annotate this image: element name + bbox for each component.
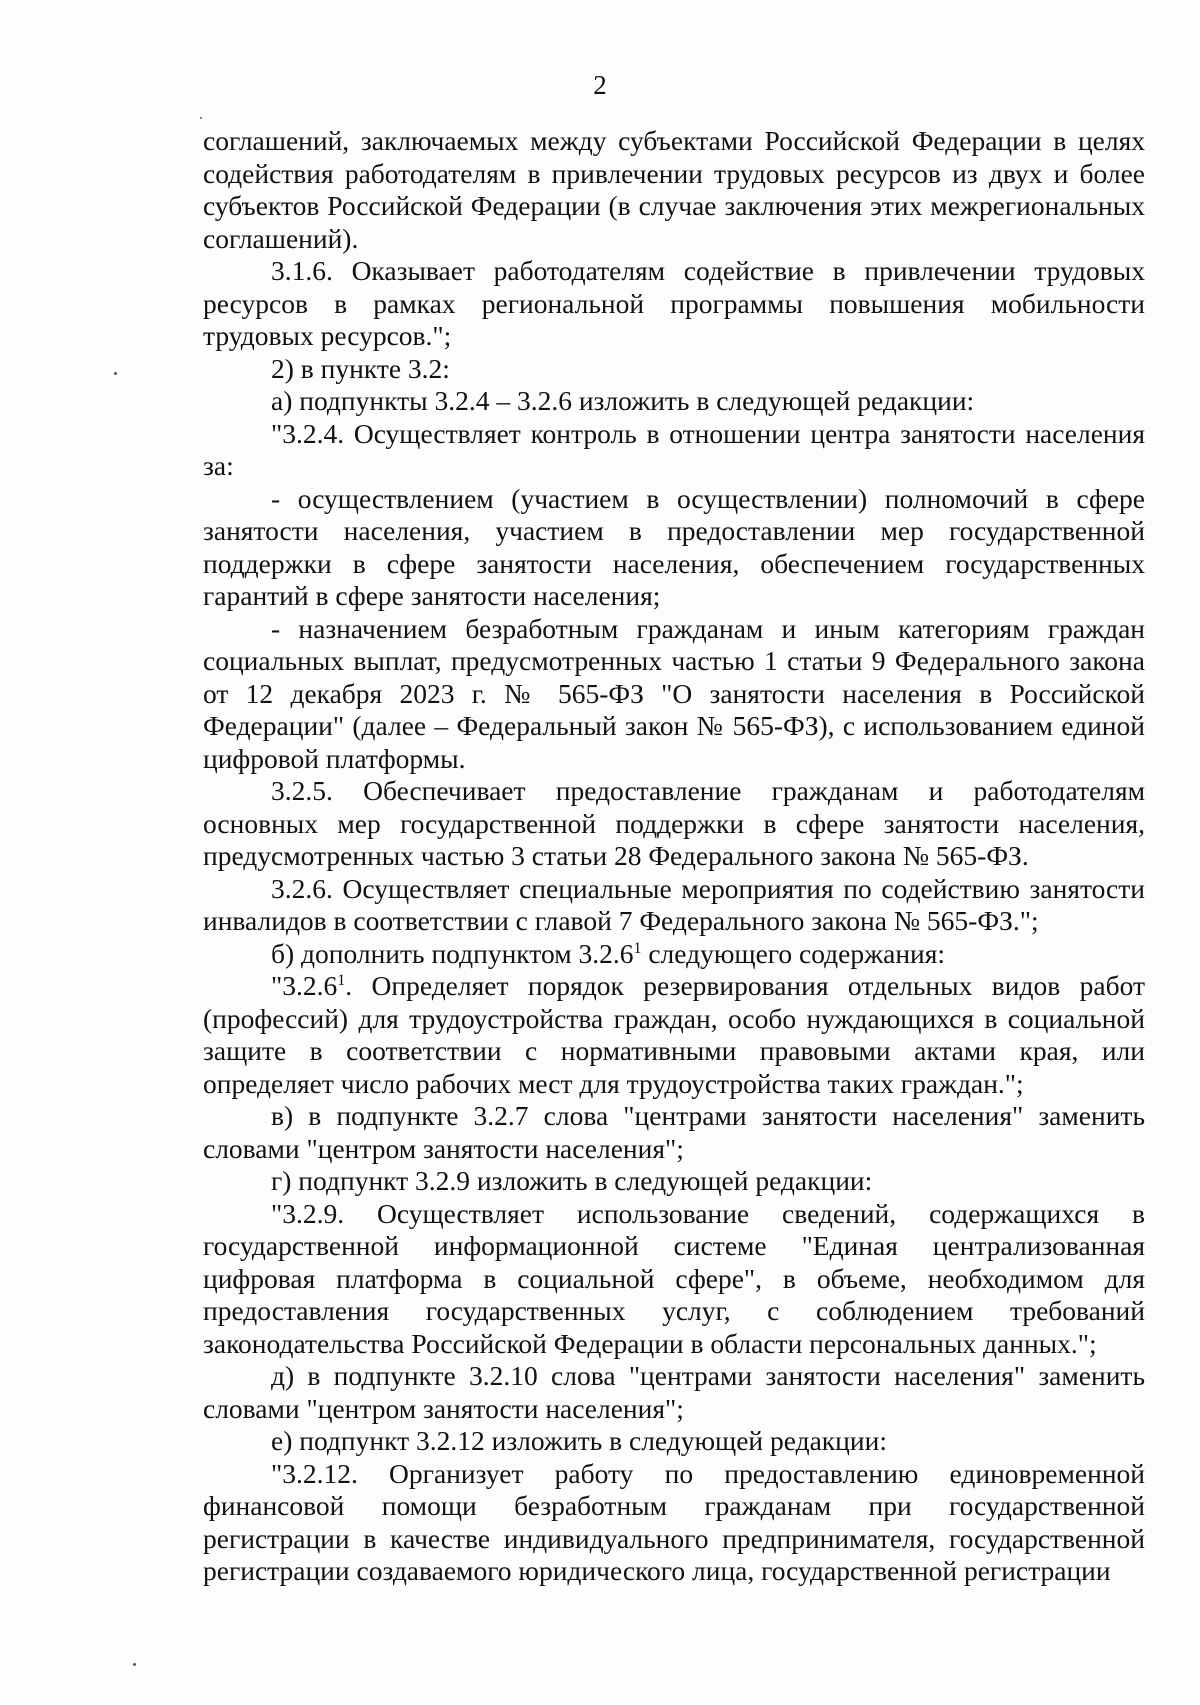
document-body: [203, 125, 1145, 1588]
paragraph-b-text-end: следующего содержания:: [641, 937, 946, 969]
paragraph: соглашений, заключаемых между субъектами Российской Федерации в целях содействия работодателям в привлечении трудовых ресурсов из двух и более субъектов Российской Федерации (в случае заключения этих межрегиональных соглашений).: [203, 125, 1145, 254]
paragraph-3-2-6-1-number: "3.2.6: [271, 970, 338, 1001]
paragraph: "3.2.4. Осуществляет контроль в отношении центра занятости населения за:: [203, 417, 1145, 481]
paragraph-3-2-6-1: [203, 970, 1145, 1100]
paragraph: "3.2.12. Организует работу по предоставлению единовременной финансовой помощи безработным гражданам при государственной регистрации в качестве индивидуального предпринимателя, государственной регистрации создаваемого юридического лица, государственной регистрации: [203, 1457, 1145, 1586]
paragraph: "3.2.9. Осуществляет использование сведений, содержащихся в государственной информационной системе "Единая централизованная цифровая платформа в социальной сфере", в объеме, необходимом для предоставления государственных услуг, с соблюдением требований законодательства Российской Федерации в области персональных данных.";: [203, 1197, 1145, 1359]
paragraph: а) подпункты 3.2.4 – 3.2.6 изложить в следующей редакции:: [271, 385, 975, 416]
paragraph: 2) в пункте 3.2:: [271, 352, 450, 384]
paragraph: 3.2.6. Осуществляет специальные мероприятия по содействию занятости инвалидов в соответствии с главой 7 Федерального закона № 565-ФЗ.";: [203, 872, 1145, 936]
paragraph-3-2-6-1-text: . Определяет порядок резервирования отдельных видов работ (профессий) для трудоустройства граждан, особо нуждающихся в социальной защите в соответствии с нормативными правовыми актами края, или определяет число рабочих мест для трудоустройства таких граждан.";: [203, 970, 1145, 1099]
paragraph: в) в подпункте 3.2.7 слова "центрами занятости населения" заменить словами "центром занятости населения";: [203, 1100, 1145, 1164]
superscript: 1: [633, 939, 642, 957]
paragraph: - осуществлением (участием в осуществлении) полномочий в сфере занятости населения, участием в предоставлении мер государственной поддержки в сфере занятости населения, обеспечением государственных гарантий в сфере занятости населения;: [203, 482, 1145, 611]
scan-speck: [200, 117, 202, 119]
page-number: 2: [593, 70, 607, 100]
scan-speck: [133, 1663, 136, 1666]
paragraph: е) подпункт 3.2.12 изложить в следующей редакции:: [271, 1425, 887, 1456]
paragraph-b-text: б) дополнить подпунктом 3.2.6: [271, 937, 634, 969]
paragraph-b: [203, 938, 1145, 971]
paragraph: 3.1.6. Оказывает работодателям содействие в привлечении трудовых ресурсов в рамках региональной программы повышения мобильности трудовых ресурсов.";: [203, 255, 1145, 351]
paragraph: 3.2.5. Обеспечивает предоставление гражданам и работодателям основных мер государственной поддержки в сфере занятости населения, предусмотренных частью 3 статьи 28 Федерального закона № 565-ФЗ.: [203, 775, 1145, 871]
paragraph: - назначением безработным гражданам и иным категориям граждан социальных выплат, предусмотренных частью 1 статьи 9 Федерального закона от 12 декабря 2023 г. № 565-ФЗ "О занятости населения в Российской Федерации" (далее – Федеральный закон № 565-ФЗ), с использованием единой цифровой платформы.: [203, 612, 1145, 774]
paragraph: г) подпункт 3.2.9 изложить в следующей редакции:: [271, 1165, 873, 1196]
superscript: 1: [337, 972, 346, 989]
scan-speck: [114, 372, 117, 375]
paragraph: д) в подпункте 3.2.10 слова "центрами занятости населения" заменить словами "центром занятости населения";: [203, 1360, 1145, 1424]
